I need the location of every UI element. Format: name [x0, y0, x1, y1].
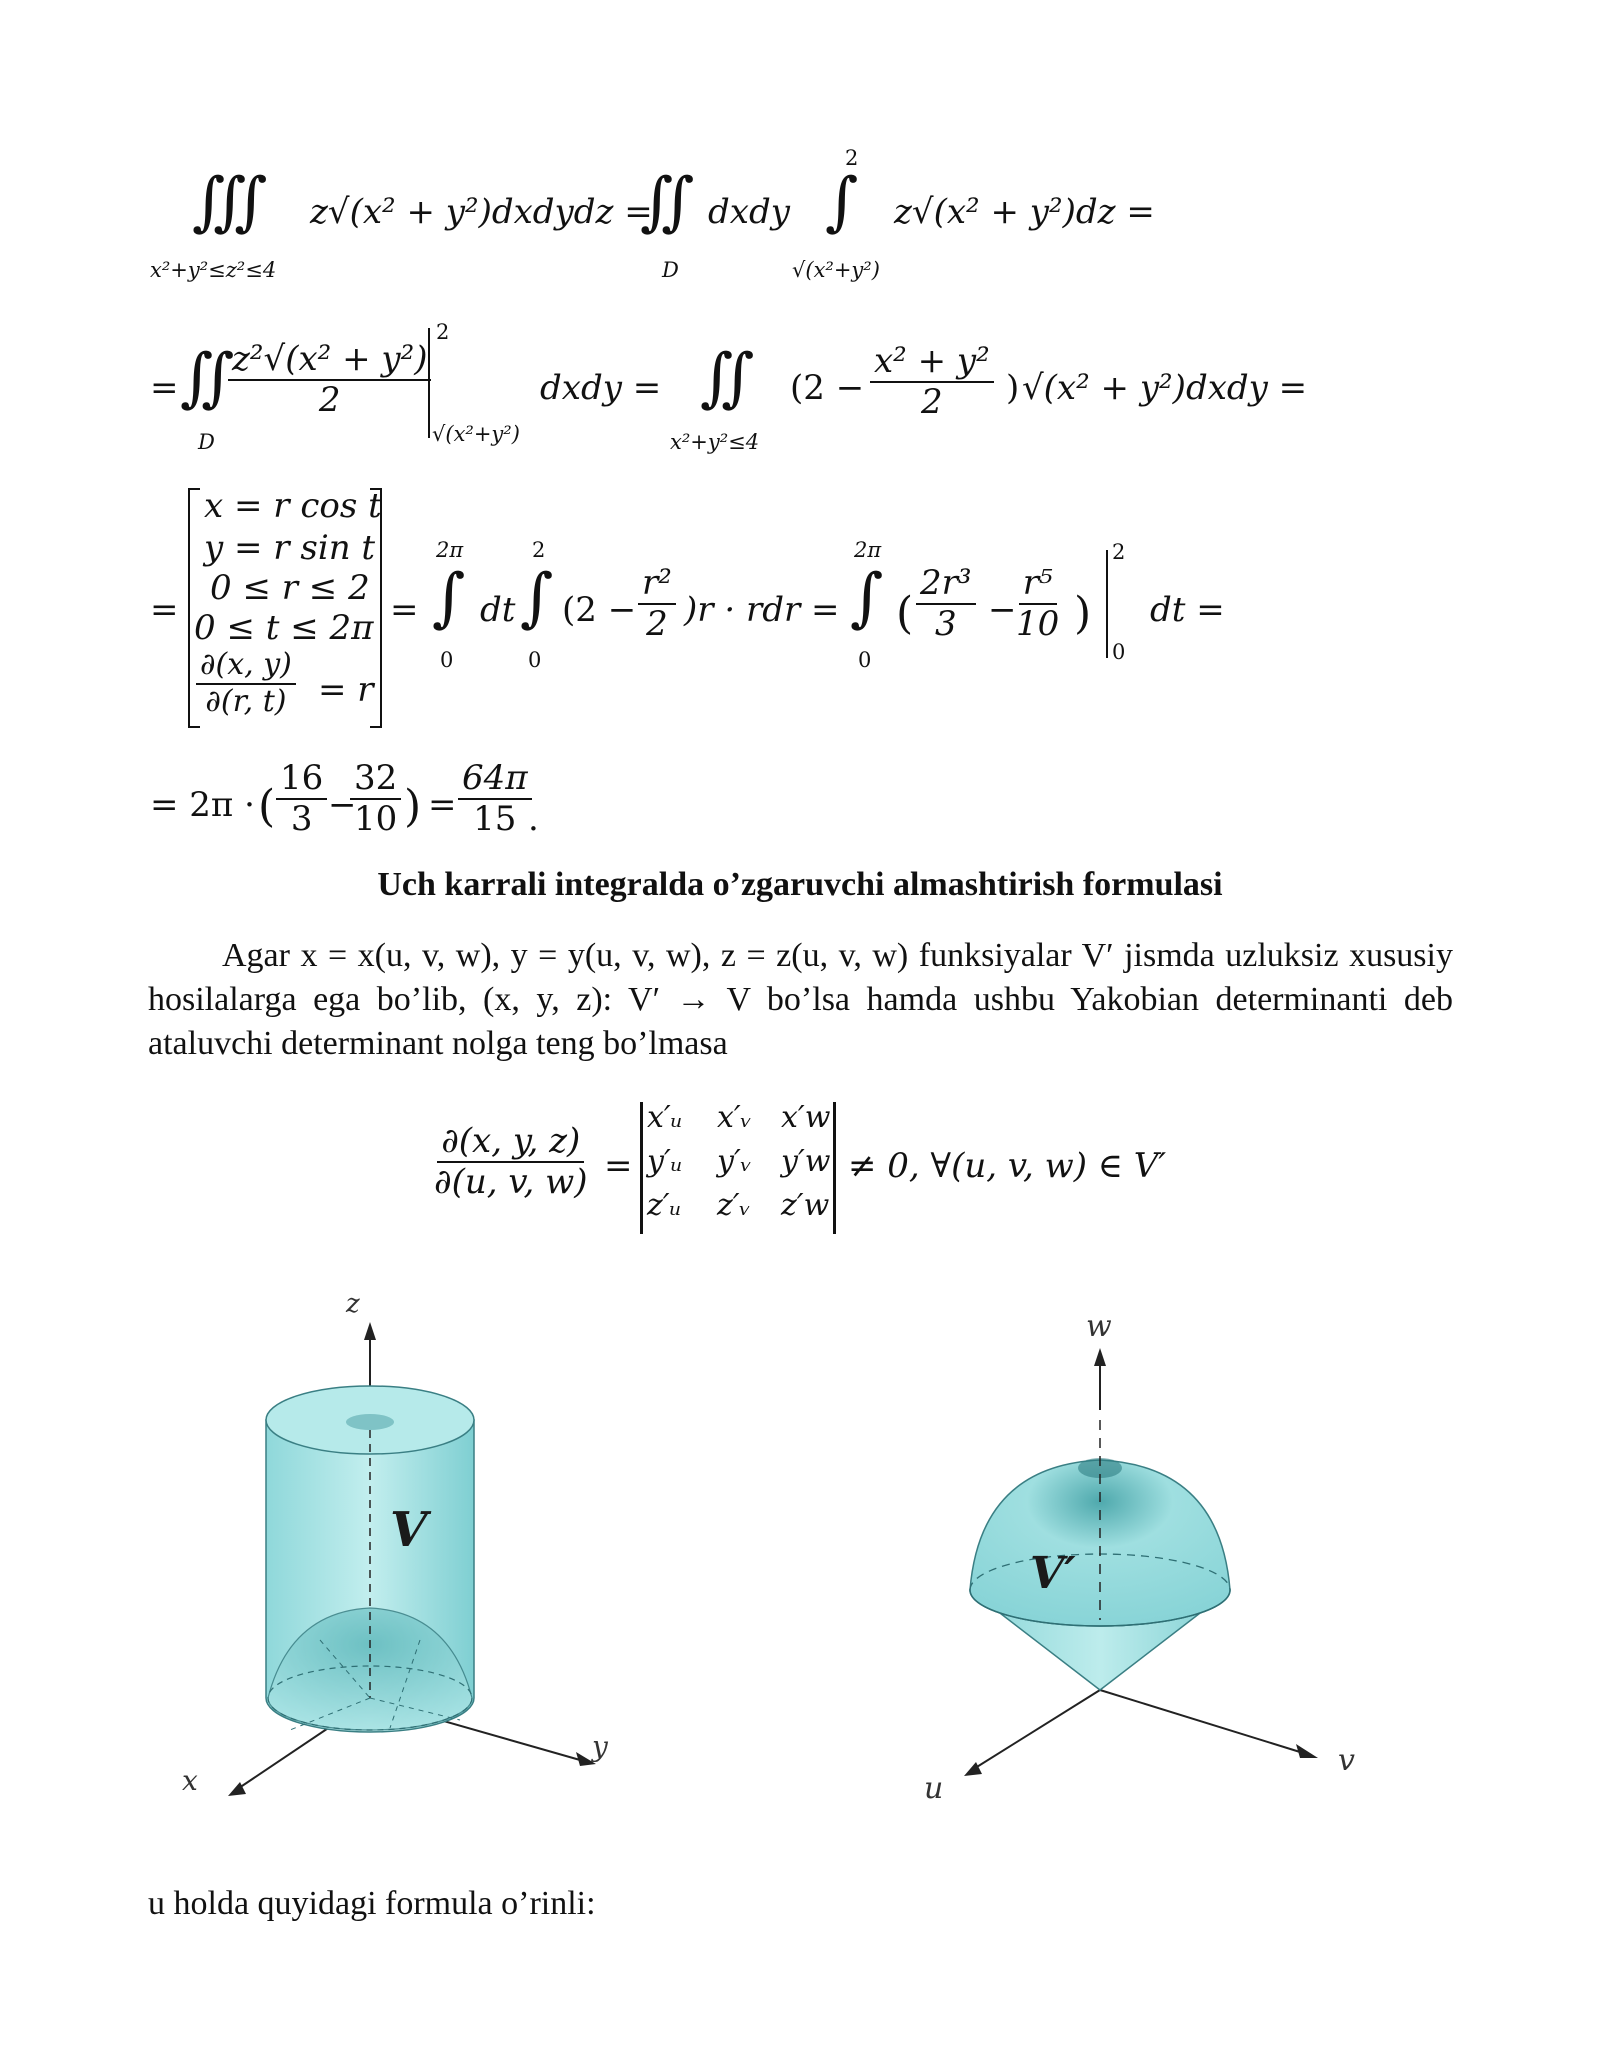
- cylinder-top-spot: [346, 1414, 394, 1430]
- double-integral-domain: D: [662, 258, 679, 282]
- int2-upper: 2: [532, 538, 546, 562]
- double-integral-domain: D: [198, 430, 215, 454]
- matrix-cell: z′ᵥ: [717, 1188, 751, 1223]
- sub-line-x: x = r cos t: [204, 486, 382, 526]
- matrix-cell: x′ᵥ: [717, 1100, 752, 1135]
- fraction-denominator: 3: [934, 604, 957, 645]
- section-heading: Uch karrali integralda o’zgaruvchi almashtirish formulasi: [377, 866, 1223, 903]
- substitution-bracket: [188, 488, 382, 728]
- int3-upper: 2π: [854, 538, 882, 562]
- int1-upper: 2π: [436, 538, 464, 562]
- inner-integral-lower: √(x²+y²): [792, 258, 880, 282]
- int2-lower: 0: [528, 648, 542, 672]
- axis-label-u: u: [924, 1771, 944, 1806]
- fraction-denominator: 10: [354, 799, 398, 840]
- fraction-denominator: 2: [318, 380, 341, 421]
- triple-integrand: z√(x² + y²)dxdydz =: [310, 192, 653, 232]
- fraction-numerator: z²√(x² + y²): [228, 340, 431, 381]
- matrix-cell: y′ᵥ: [717, 1144, 752, 1179]
- fraction-2r3: [916, 564, 976, 644]
- v-axis-arrow: [1296, 1744, 1318, 1758]
- evaluation-bar: [1106, 550, 1108, 658]
- matrix-cell: y′w: [781, 1144, 831, 1179]
- axis-label-x: x: [182, 1764, 198, 1797]
- double-integral-sign: ∬: [640, 165, 695, 239]
- eval-upper: 2: [436, 320, 450, 344]
- eval-lower: 0: [1112, 640, 1126, 664]
- fraction-numerator: 32: [350, 759, 401, 800]
- fraction-denominator: 10: [1016, 604, 1060, 645]
- equals-lead: =: [150, 368, 179, 408]
- paren-open-2: (: [896, 588, 914, 639]
- region-label-v: V: [390, 1502, 428, 1558]
- axis-label-v: v: [1338, 1743, 1355, 1778]
- matrix-cell: x′ᵤ: [647, 1100, 683, 1135]
- dt-tail: dt =: [1150, 590, 1225, 630]
- integral-sign-t: ∫: [432, 561, 466, 635]
- fraction-z2: [228, 340, 431, 420]
- matrix-cell: y′ᵤ: [647, 1144, 683, 1179]
- body-paragraph: Agar x = x(u, v, w), y = y(u, v, w), z = z(u, v, w) funksiyalar V′ jismda uzluksiz xususiy hosilalarga ega bo’lib, (x, y, z): V′ → V bo’lsa hamda ushbu Yakobian determinanti deb ataluvchi determinant nolga teng bo’lmasa: [148, 937, 1453, 1062]
- fraction-32-10: [350, 759, 401, 839]
- u-axis-arrow: [964, 1762, 982, 1776]
- paren-open: (: [258, 781, 276, 832]
- fraction-numerator: 16: [276, 759, 327, 800]
- result-lead: = 2π ·: [150, 785, 255, 825]
- inner-integrand: z√(x² + y²)dz =: [894, 192, 1155, 232]
- minus-sign: −: [988, 590, 1017, 630]
- jacobian-value: = r: [318, 670, 374, 710]
- evaluation-bar: [428, 328, 430, 438]
- domain-2: x²+y²≤4: [670, 430, 760, 454]
- equals-sign: =: [604, 1146, 633, 1186]
- jacobian-denominator: ∂(r, t): [205, 683, 287, 719]
- jacobian-fraction: [430, 1122, 592, 1202]
- determinant-matrix: [640, 1102, 836, 1234]
- inner-integral-upper: 2: [845, 146, 859, 170]
- fraction-denominator: 2: [921, 382, 943, 423]
- formula-1: [140, 146, 1440, 290]
- triple-integral-sign: ∭: [192, 165, 268, 239]
- sub-line-r-range: 0 ≤ r ≤ 2: [210, 568, 370, 608]
- int3-lower: 0: [858, 648, 872, 672]
- equals-2: =: [390, 590, 419, 630]
- dt-term: dt: [480, 590, 516, 630]
- double-integral-sign-2: ∬: [700, 341, 755, 415]
- u-axis: [972, 1690, 1100, 1770]
- equals-sign: =: [428, 785, 457, 825]
- z-axis-arrow: [364, 1322, 376, 1340]
- sub-line-y: y = r sin t: [204, 528, 376, 568]
- tail-term: √(x² + y²)dxdy =: [1022, 368, 1308, 408]
- dxdy-term: dxdy: [708, 192, 790, 232]
- v-axis: [1100, 1690, 1300, 1752]
- formula-4: [140, 755, 1040, 855]
- eval-upper: 2: [1112, 540, 1126, 564]
- region-label-v-prime: V′: [1030, 1548, 1076, 1599]
- fraction-denominator: 3: [290, 799, 313, 840]
- paren-open: (2 −: [562, 590, 637, 630]
- axis-label-y: y: [592, 1730, 608, 1763]
- double-integral-sign: ∬: [180, 341, 235, 415]
- formula-3: [140, 480, 1440, 740]
- matrix-cell: z′w: [781, 1188, 830, 1223]
- fraction-numerator: r²: [638, 564, 676, 605]
- paren-close: ): [404, 781, 422, 832]
- dxdy-term: dxdy =: [540, 368, 662, 408]
- fraction-xy: [870, 342, 994, 422]
- sub-line-t-range: 0 ≤ t ≤ 2π: [194, 608, 374, 648]
- fraction-r2: [638, 564, 676, 644]
- w-axis-arrow: [1094, 1348, 1106, 1366]
- triple-integral-domain: x²+y²≤z²≤4: [150, 258, 277, 282]
- integral-sign-r: ∫: [520, 561, 554, 635]
- closing-line: u holda quyidagi formula o’rinli:: [148, 1885, 596, 1922]
- fraction-numerator: r⁵: [1019, 564, 1057, 605]
- fraction-result: [458, 759, 532, 839]
- fraction-denominator: 2: [646, 604, 668, 645]
- jacobian-denominator: ∂(u, v, w): [434, 1162, 588, 1203]
- jacobian-2d: [196, 648, 296, 719]
- integral-sign-t2: ∫: [850, 561, 884, 635]
- jacobian-numerator: ∂(x, y): [196, 648, 296, 685]
- single-integral-sign: ∫: [825, 165, 859, 239]
- axis-label-w: w: [1086, 1309, 1112, 1344]
- fraction-16-3: [276, 759, 327, 839]
- fraction-r5: [1012, 564, 1063, 644]
- figure-cylinder: [140, 1290, 700, 1830]
- fraction-numerator: 64π: [458, 759, 532, 800]
- formula-2: [140, 320, 1440, 470]
- minus-sign: −: [328, 785, 357, 825]
- eval-lower: √(x²+y²): [432, 422, 520, 446]
- equals-lead: =: [150, 590, 179, 630]
- period: .: [528, 799, 539, 839]
- paren-close: ): [1006, 368, 1020, 408]
- fraction-denominator: 15: [473, 799, 517, 840]
- int1-lower: 0: [440, 648, 454, 672]
- paren-close-term: )r · rdr =: [684, 590, 840, 630]
- fraction-numerator: x² + y²: [870, 342, 994, 383]
- jacobian-formula: [430, 1100, 1230, 1240]
- figure-cone: [890, 1300, 1410, 1820]
- paren-open: (2 −: [790, 368, 865, 408]
- fraction-numerator: 2r³: [916, 564, 976, 605]
- nonzero-condition: ≠ 0, ∀(u, v, w) ∈ V′: [848, 1146, 1167, 1186]
- matrix-cell: z′ᵤ: [647, 1188, 682, 1223]
- paren-close-2: ): [1074, 588, 1092, 639]
- axis-label-z: z: [346, 1290, 360, 1319]
- jacobian-numerator: ∂(x, y, z): [437, 1122, 584, 1163]
- matrix-cell: x′w: [781, 1100, 831, 1135]
